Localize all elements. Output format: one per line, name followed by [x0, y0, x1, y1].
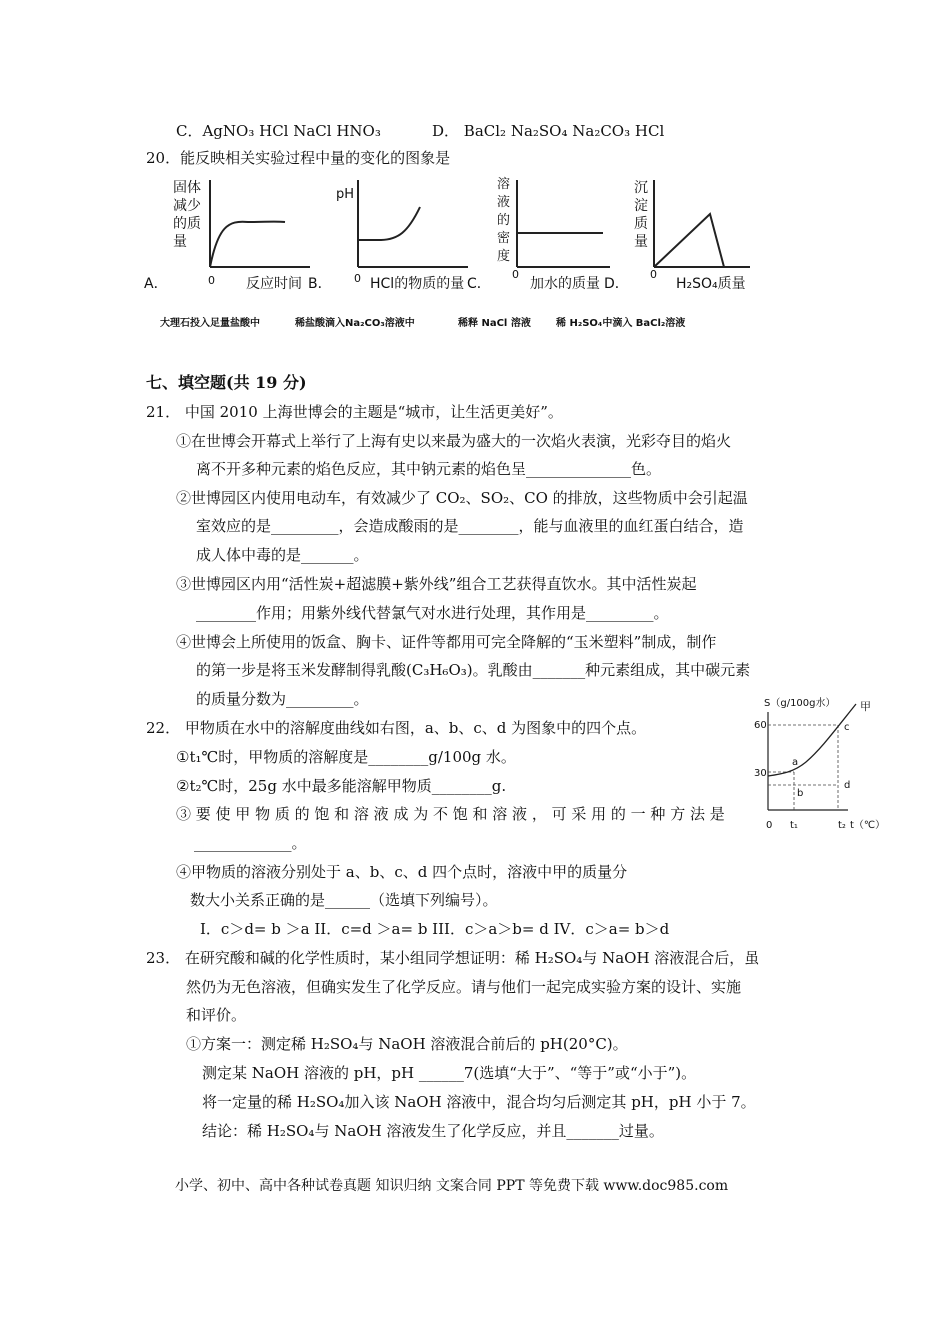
chart-point-a: a — [792, 757, 799, 768]
chart-ytick-60: 60 — [754, 720, 767, 731]
chart-xtick-t1: t₁ — [790, 820, 798, 831]
graph-b-caption: 稀盐酸滴入Na₂CO₃溶液中 — [295, 318, 415, 329]
graph-c-option: C． — [467, 276, 491, 292]
graph-d-xlabel: H₂SO₄质量 — [676, 276, 746, 292]
q19-option-c: C．AgNO₃ HCl NaCl HNO₃ — [176, 122, 381, 140]
graph-d-origin: 0 — [650, 268, 657, 281]
q21-line: ________作用；用紫外线代替氯气对水进行处理，其作用是_________。 — [196, 604, 669, 622]
q21-line: ③世博园区内用“活性炭+超滤膜+紫外线”组合工艺获得直饮水。其中活性炭起 — [176, 575, 697, 593]
chart-series-label: 甲 — [860, 700, 871, 713]
q21-line: 室效应的是_________，会造成酸雨的是________，能与血液里的血红蛋白结合，造 — [196, 517, 744, 535]
graph-d-ylabel-4: 量 — [634, 234, 648, 250]
graph-a-option: A． — [144, 276, 168, 292]
graph-b-option: B． — [308, 276, 332, 292]
q20-stem: 20．能反映相关实验过程中量的变化的图象是 — [146, 149, 451, 167]
q22-line: ④甲物质的溶液分别处于 a、b、c、d 四个点时，溶液中甲的质量分 — [176, 863, 628, 881]
q20-graph-d — [602, 172, 762, 297]
graph-a-caption: 大理石投入足量盐酸中 — [160, 318, 260, 329]
q20-graph-a — [140, 172, 320, 297]
q22-line: 数大小关系正确的是______（选填下列编号）。 — [190, 891, 498, 909]
q20-graph-c — [465, 172, 615, 297]
page-footer: 小学、初中、高中各种试卷真题 知识归纳 文案合同 PPT 等免费下载 www.doc985.com — [175, 1178, 729, 1194]
chart-point-b: b — [797, 788, 804, 799]
graph-b-ylabel: pH — [336, 187, 355, 202]
q23-line: 然仍为无色溶液，但确实发生了化学反应。请与他们一起完成实验方案的设计、实施 — [186, 978, 742, 996]
q22-options: Ⅰ．c＞d= b ＞a II．c=d ＞a= b III．c＞a＞b= d IV．c＞a= b＞d — [200, 920, 670, 938]
graph-c-ylabel-5: 度 — [497, 249, 511, 264]
section-7-title: 七、填空题(共 19 分) — [146, 373, 307, 392]
q23-line: 结论：稀 H₂SO₄与 NaOH 溶液发生了化学反应，并且_______过量。 — [202, 1122, 664, 1140]
graph-d-caption: 稀 H₂SO₄中滴入 BaCl₂溶液 — [556, 318, 686, 329]
q23-line: ①方案一：测定稀 H₂SO₄与 NaOH 溶液混合前后的 pH(20°C)。 — [186, 1035, 628, 1053]
q20-graph-b — [308, 172, 488, 297]
graph-c-xlabel: 加水的质量 — [530, 276, 600, 292]
graph-c-caption: 稀释 NaCl 溶液 — [458, 318, 531, 329]
q22-stem: 22． 甲物质在水中的溶解度曲线如右图，a、b、c、d 为图象中的四个点。 — [146, 719, 647, 737]
graph-c-ylabel-3: 的 — [497, 213, 511, 228]
q21-stem: 21． 中国 2010 上海世博会的主题是“城市，让生活更美好”。 — [146, 403, 563, 421]
q22-line: _____________。 — [194, 834, 307, 852]
graph-a-origin: 0 — [208, 274, 215, 287]
chart-origin: 0 — [766, 820, 773, 831]
q21-line: ④世博会上所使用的饭盒、胸卡、证件等都用可完全降解的“玉米塑料”制成，制作 — [176, 633, 717, 651]
graph-b-origin: 0 — [354, 272, 361, 285]
graph-d-ylabel-3: 质 — [634, 216, 648, 232]
q19-option-d: D． BaCl₂ Na₂SO₄ Na₂CO₃ HCl — [432, 122, 665, 140]
q23-line: 和评价。 — [186, 1006, 247, 1024]
q21-line: ①在世博会开幕式上举行了上海有史以来最为盛大的一次焰火表演，光彩夺目的焰火 — [176, 432, 732, 450]
chart-xlabel: t（℃） — [850, 820, 886, 831]
q21-line: 成人体中毒的是_______。 — [196, 546, 369, 564]
q23-line: 测定某 NaOH 溶液的 pH，pH ______7(选填“大于”、“等于”或“小于”)。 — [202, 1064, 697, 1082]
graph-c-ylabel-4: 密 — [497, 231, 511, 246]
q21-line: 的第一步是将玉米发酵制得乳酸(C₃H₆O₃)。乳酸由_______种元素组成，其中碳元素 — [196, 661, 751, 679]
graph-b-xlabel: HCl的物质的量 — [370, 276, 465, 292]
graph-a-ylabel-3: 的质 — [173, 216, 201, 232]
graph-a-xlabel: 反应时间 — [246, 276, 302, 292]
graph-d-ylabel-1: 沉 — [634, 180, 648, 196]
chart-xtick-t2: t₂ — [838, 820, 846, 831]
q21-line: 离不开多种元素的焰色反应，其中钠元素的焰色呈______________色。 — [196, 460, 662, 478]
q22-solubility-chart — [752, 692, 892, 834]
graph-a-ylabel-1: 固体 — [173, 180, 201, 196]
graph-d-option: D． — [604, 276, 629, 292]
graph-d-ylabel-2: 淀 — [634, 198, 648, 214]
q21-line: ②世博园区内使用电动车，有效减少了 CO₂、SO₂、CO 的排放，这些物质中会引起温 — [176, 489, 748, 507]
graph-a-ylabel-2: 减少 — [173, 198, 201, 214]
q23-line: 将一定量的稀 H₂SO₄加入该 NaOH 溶液中，混合均匀后测定其 pH，pH 小于 7。 — [202, 1093, 756, 1111]
graph-a-ylabel-4: 量 — [173, 234, 187, 250]
graph-c-origin: 0 — [512, 268, 519, 281]
q23-line: 23． 在研究酸和碱的化学性质时，某小组同学想证明：稀 H₂SO₄与 NaOH 溶液混合后，虽 — [146, 949, 760, 967]
q22-line: ②t₂℃时，25g 水中最多能溶解甲物质________g. — [176, 777, 507, 795]
q22-line: ①t₁℃时，甲物质的溶解度是________g/100g 水。 — [176, 748, 516, 766]
q21-line: 的质量分数为_________。 — [196, 690, 369, 708]
graph-c-ylabel-1: 溶 — [497, 177, 511, 192]
graph-c-ylabel-2: 液 — [497, 195, 511, 210]
chart-ytick-30: 30 — [754, 768, 767, 779]
q22-line: ③ 要 使 甲 物 质 的 饱 和 溶 液 成 为 不 饱 和 溶 液 ， 可 采 用 的 一 种 方 法 是 — [176, 805, 725, 823]
chart-point-d: d — [844, 780, 851, 791]
chart-point-c: c — [844, 722, 850, 733]
chart-ylabel: S（g/100g水） — [764, 698, 836, 709]
